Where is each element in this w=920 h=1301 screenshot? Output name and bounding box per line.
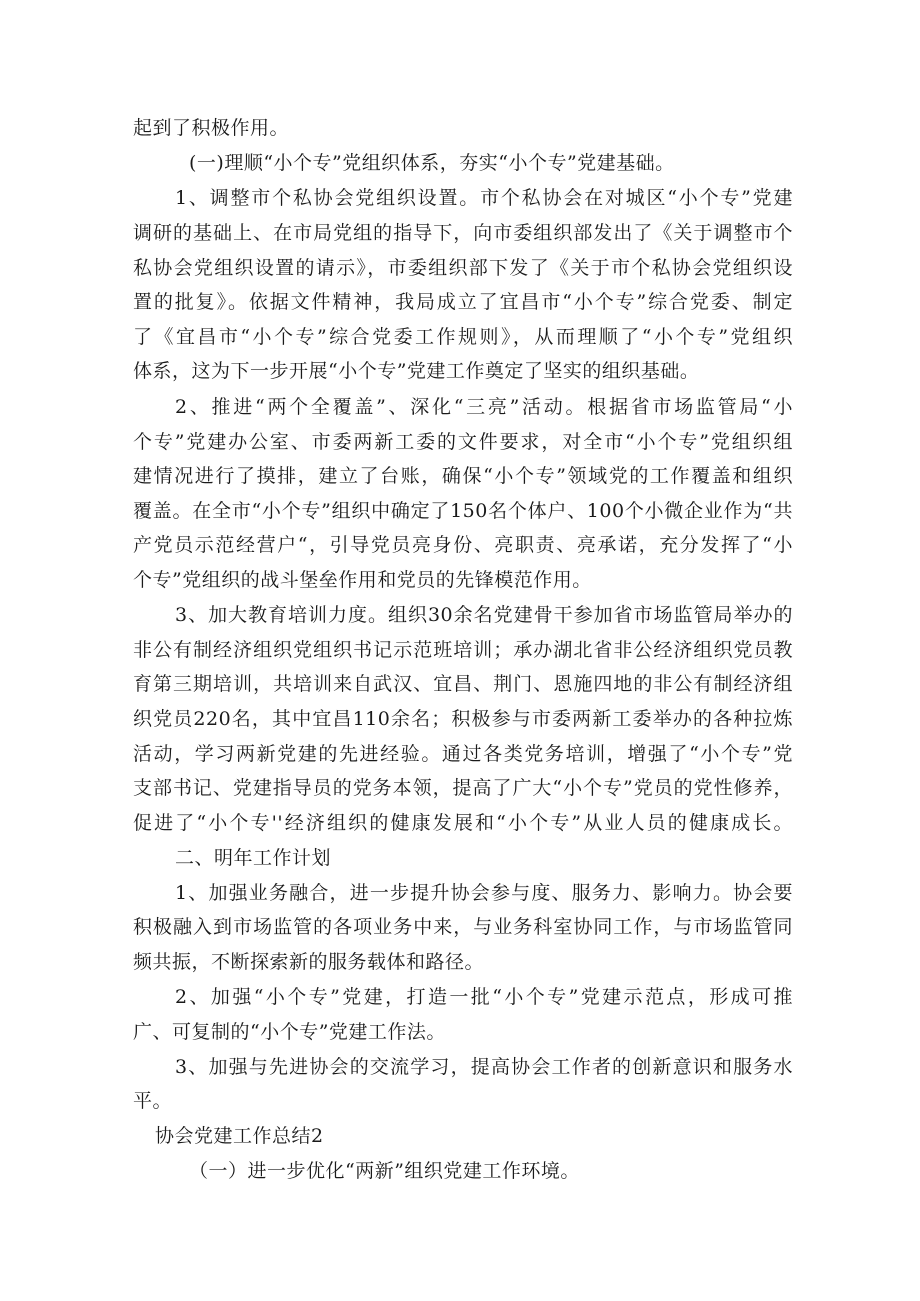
- paragraph-line: 广、可复制的“小个专”党建工作法。: [133, 1021, 446, 1043]
- paragraph-line: 覆盖。在全市“小个专”组织中确定了150名个体户、100个小微企业作为“共: [133, 500, 793, 522]
- section-heading: (一)理顺“小个专”党组织体系，夯实“小个专”党建基础。: [189, 152, 675, 174]
- paragraph-line: 了《宜昌市“小个专”综合党委工作规则》，从而理顺了“小个专”党组织: [133, 326, 793, 348]
- paragraph-line: 促进了“小个专''经济组织的健康发展和“小个专”从业人员的健康成长。: [133, 812, 793, 834]
- paragraph-line: 非公有制经济组织党组织书记示范班培训；承办湖北省非公经济组织党员教: [133, 639, 793, 661]
- paragraph-line: 活动，学习两新党建的先进经验。通过各类党务培训，增强了“小个专”党: [133, 743, 793, 765]
- paragraph-line: 2、推进“两个全覆盖”、深化“三亮”活动。根据省市场监管局“小: [175, 396, 793, 418]
- paragraph-line: 织党员220名，其中宜昌110余名；积极参与市委两新工委举办的各种拉炼: [133, 708, 793, 730]
- paragraph-line: 积极融入到市场监管的各项业务中来，与业务科室协同工作，与市场监管同: [133, 916, 793, 938]
- paragraph-line: 1、调整市个私协会党组织设置。市个私协会在对城区“小个专”党建: [175, 187, 793, 209]
- paragraph-line: 平。: [133, 1090, 173, 1112]
- paragraph-line: 体系，这为下一步开展“小个专”党建工作奠定了坚实的组织基础。: [133, 360, 700, 382]
- document-subtitle: 协会党建工作总结2: [155, 1125, 324, 1147]
- paragraph-line: 调研的基础上、在市局党组的指导下，向市委组织部发出了《关于调整市个: [133, 222, 793, 244]
- paragraph-line: 置的批复》。依据文件精神，我局成立了宜昌市“小个专”综合党委、制定: [133, 291, 793, 313]
- paragraph-line: 频共振，不断探索新的服务载体和路径。: [133, 951, 485, 973]
- paragraph-line: 育第三期培训，共培训来自武汉、宜昌、荆门、恩施四地的非公有制经济组: [133, 673, 793, 695]
- paragraph-line: 个专”党建办公室、市委两新工委的文件要求，对全市“小个专”党组织组: [133, 431, 793, 453]
- paragraph-line: 3、加大教育培训力度。组织30余名党建骨干参加省市场监管局举办的: [175, 604, 793, 626]
- paragraph-line: 支部书记、党建指导员的党务本领，提高了广大“小个专”党员的党性修养，: [133, 777, 793, 799]
- paragraph-line: 产党员示范经营户“，引导党员亮身份、亮职责、亮承诺，充分发挥了“小: [133, 534, 793, 556]
- paragraph-line: 1、加强业务融合，进一步提升协会参与度、服务力、影响力。协会要: [175, 882, 793, 904]
- paragraph-line: 个专”党组织的战斗堡垒作用和党员的先锋模范作用。: [133, 569, 592, 591]
- paragraph-line: 私协会党组织设置的请示》，市委组织部下发了《关于市个私协会党组织设: [133, 257, 793, 279]
- paragraph-line: 3、加强与先进协会的交流学习，提高协会工作者的创新意识和服务水: [175, 1056, 793, 1078]
- section-heading: （一）进一步优化“两新”组织党建工作环境。: [189, 1160, 580, 1182]
- section-heading: 二、明年工作计划: [175, 847, 332, 869]
- paragraph-line: 2、加强“小个专”党建，打造一批“小个专”党建示范点，形成可推: [175, 986, 793, 1008]
- paragraph-line: 建情况进行了摸排，建立了台账，确保“小个专”领域党的工作覆盖和组织: [133, 465, 793, 487]
- paragraph-line: 起到了积极作用。: [133, 117, 290, 139]
